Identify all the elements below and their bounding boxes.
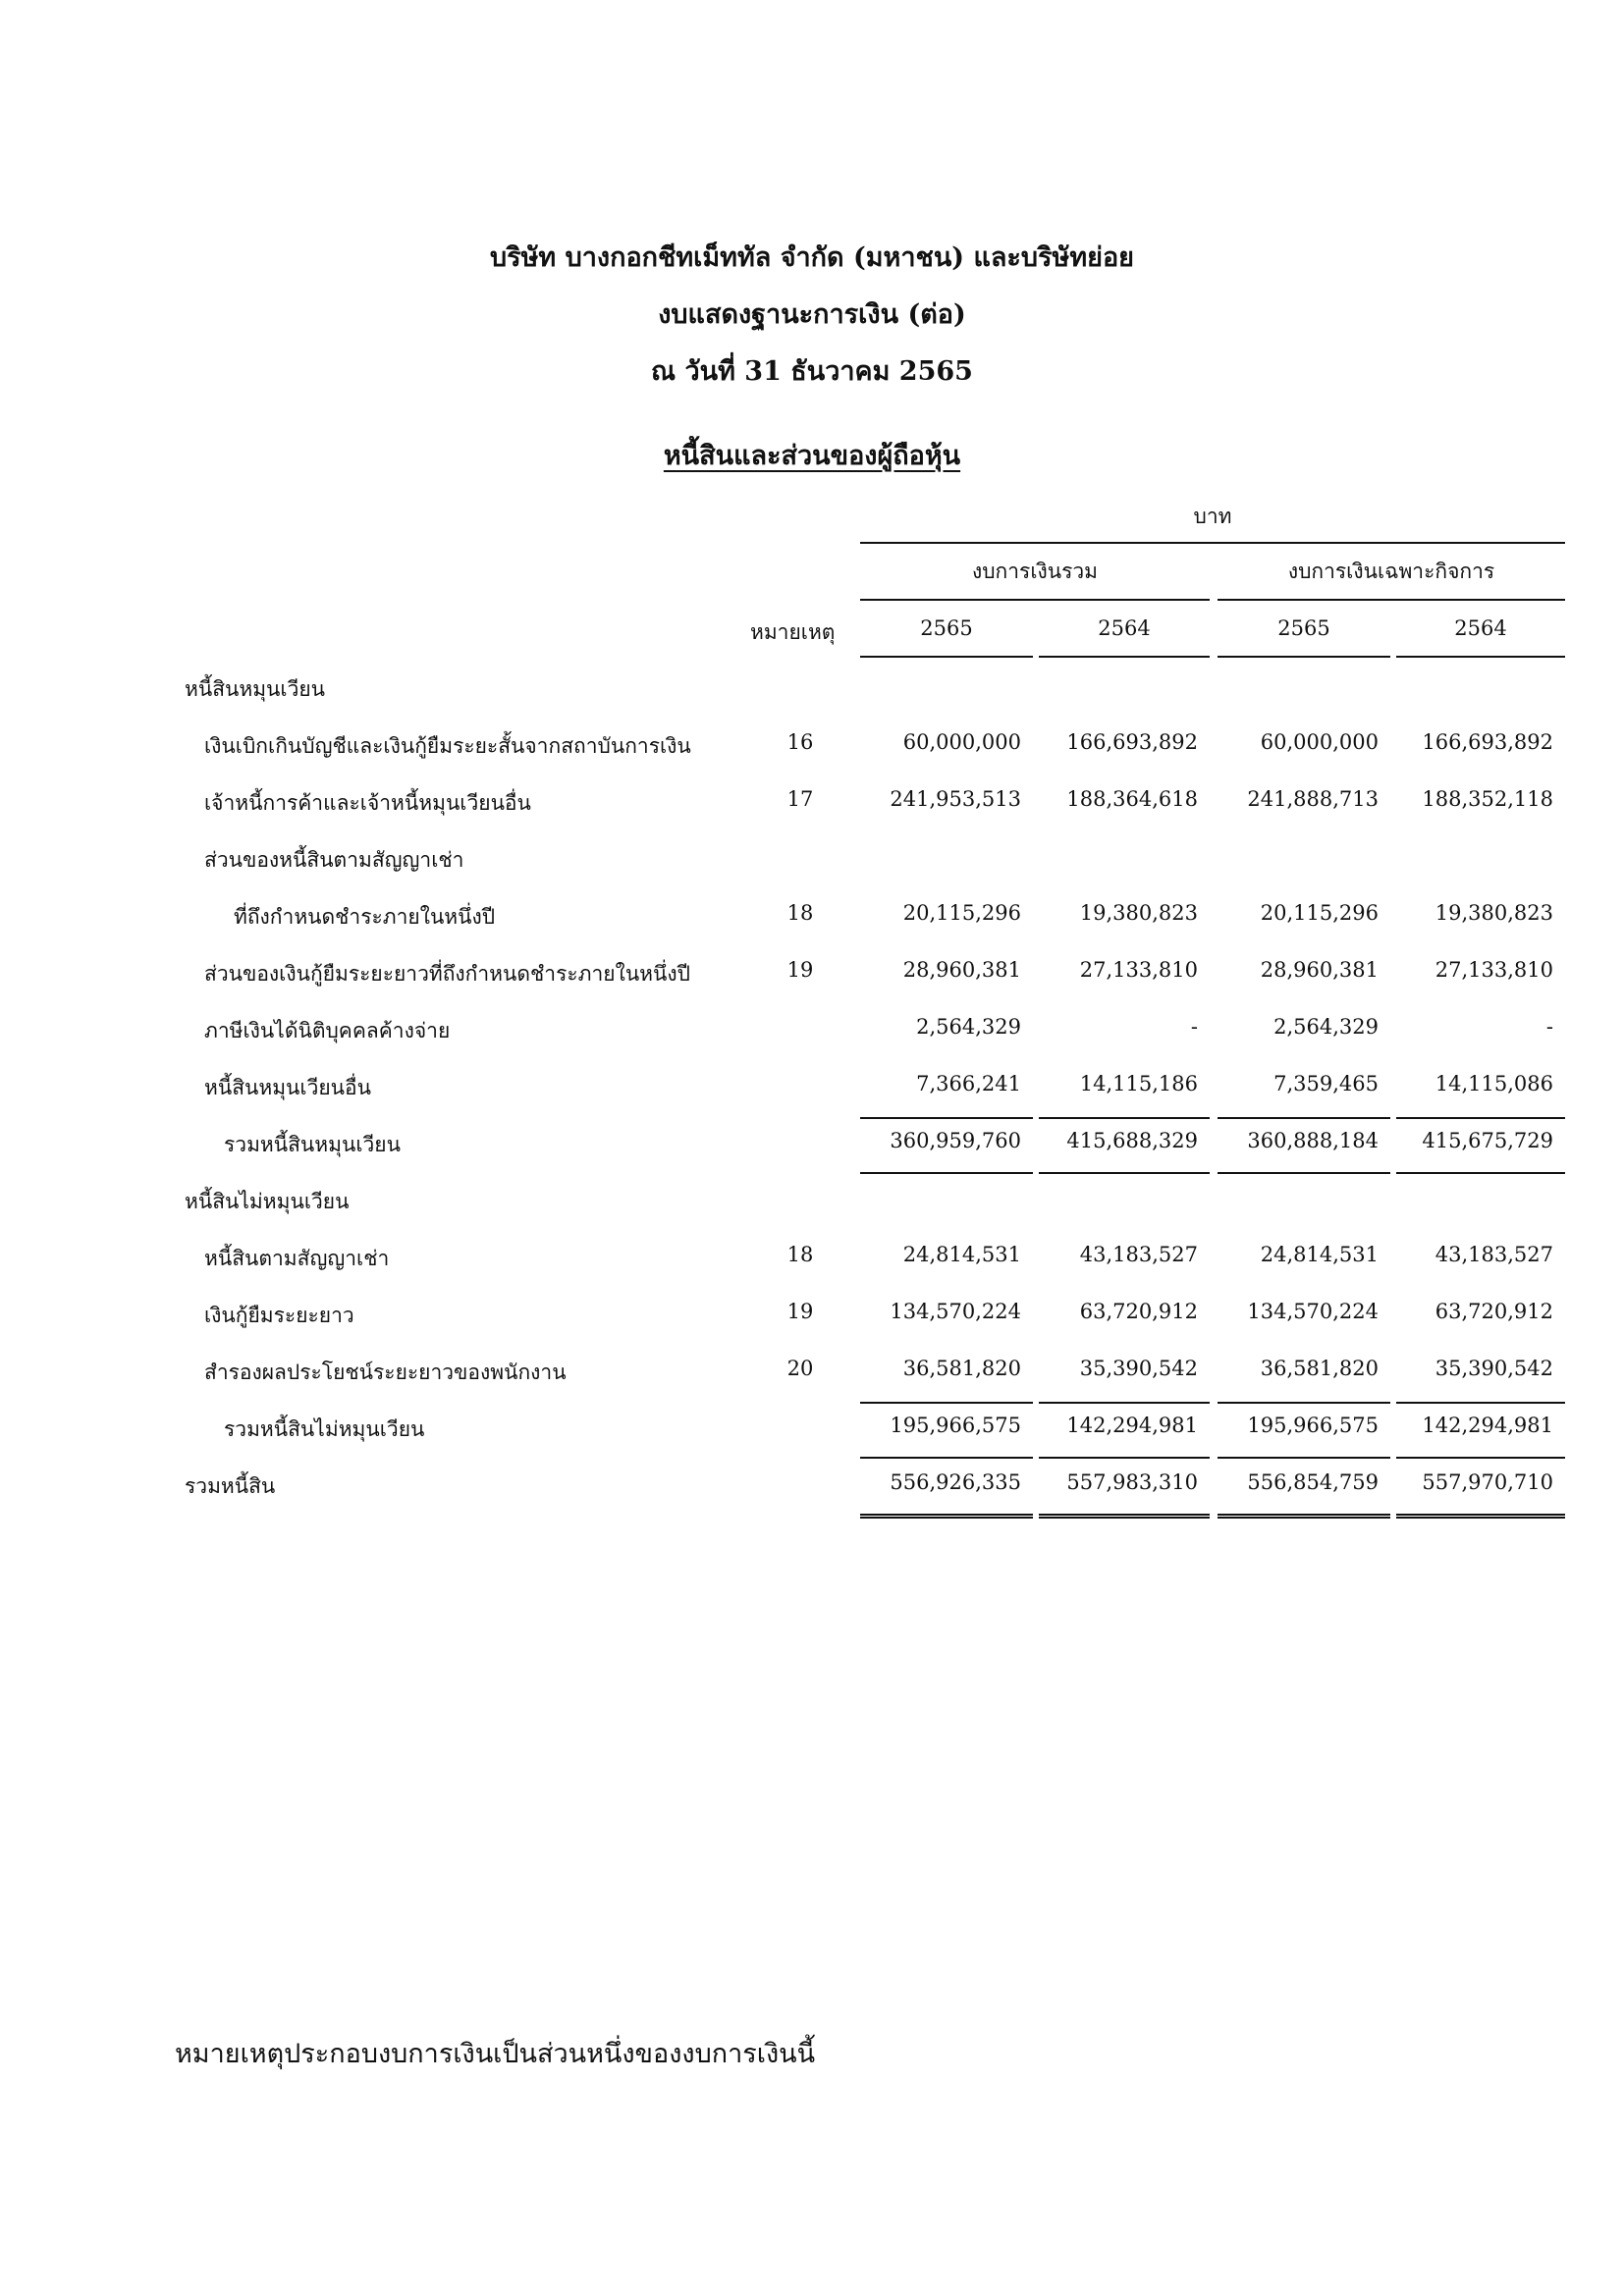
rule-before-total-non-current-3: [1218, 1402, 1390, 1404]
rule-year-2: [1039, 656, 1210, 658]
row-label: เจ้าหนี้การค้าและเจ้าหนี้หมุนเวียนอื่น: [204, 791, 531, 815]
row-value-3: 60,000,000: [1260, 730, 1379, 754]
row-value-4: 188,352,118: [1422, 787, 1553, 811]
year-header-2: 2564: [1098, 616, 1151, 640]
rule-group-consolidated: [860, 599, 1210, 601]
row-label: หนี้สินไม่หมุนเวียน: [185, 1190, 350, 1213]
rule-year-4: [1396, 656, 1565, 658]
row-label: ส่วนของเงินกู้ยืมระยะยาวที่ถึงกำหนดชำระภายในหนึ่งปี: [204, 962, 690, 986]
year-header-4: 2564: [1454, 616, 1507, 640]
row-value-4: 27,133,810: [1435, 958, 1553, 982]
row-value-2: 557,983,310: [1066, 1470, 1198, 1494]
row-note: 18: [786, 901, 814, 925]
row-value-3: 241,888,713: [1247, 787, 1379, 811]
row-value-3: 28,960,381: [1260, 958, 1379, 982]
year-header-3: 2565: [1277, 616, 1330, 640]
rule-after-total-current-1: [860, 1172, 1033, 1174]
row-value-2: 43,183,527: [1079, 1243, 1198, 1266]
row-value-2: 142,294,981: [1066, 1414, 1198, 1437]
row-label: ภาษีเงินได้นิติบุคคลค้างจ่าย: [204, 1019, 451, 1042]
rule-after-total-non-current-4: [1396, 1457, 1565, 1459]
row-value-3: 360,888,184: [1247, 1129, 1379, 1152]
row-label: ที่ถึงกำหนดชำระภายในหนึ่งปี: [234, 905, 496, 929]
row-value-3: 7,359,465: [1273, 1072, 1379, 1095]
rule-total-liabilities-3: [1218, 1514, 1390, 1519]
rule-group-separate: [1218, 599, 1565, 601]
row-note: 19: [786, 1300, 814, 1323]
row-value-1: 28,960,381: [902, 958, 1021, 982]
row-value-3: 195,966,575: [1247, 1414, 1379, 1437]
rule-currency: [860, 542, 1565, 544]
row-value-4: 43,183,527: [1435, 1243, 1553, 1266]
rule-before-total-current-1: [860, 1117, 1033, 1119]
section-title: หนี้สินและส่วนของผู้ถือหุ้น: [663, 441, 961, 471]
row-value-3: 2,564,329: [1273, 1015, 1379, 1039]
group-separate-label: งบการเงินเฉพาะกิจการ: [1287, 560, 1495, 583]
row-note: 20: [786, 1357, 814, 1380]
row-value-2: 14,115,186: [1079, 1072, 1198, 1095]
rule-before-total-non-current-4: [1396, 1402, 1565, 1404]
group-consolidated-label: งบการเงินรวม: [971, 560, 1099, 583]
row-value-4: 35,390,542: [1435, 1357, 1553, 1380]
rule-before-total-current-3: [1218, 1117, 1390, 1119]
row-value-3: 20,115,296: [1260, 901, 1379, 925]
row-value-3: 24,814,531: [1260, 1243, 1379, 1266]
rule-total-liabilities-1: [860, 1514, 1033, 1519]
statement-title: งบแสดงฐานะการเงิน (ต่อ): [658, 299, 966, 330]
row-value-4: 415,675,729: [1422, 1129, 1553, 1152]
row-note: 16: [786, 730, 814, 754]
year-header-1: 2565: [920, 616, 973, 640]
row-value-1: 134,570,224: [890, 1300, 1021, 1323]
row-value-4: 557,970,710: [1422, 1470, 1553, 1494]
row-note: 17: [786, 787, 814, 811]
row-value-4: -: [1545, 1015, 1553, 1039]
row-value-1: 556,926,335: [890, 1470, 1021, 1494]
row-value-3: 36,581,820: [1260, 1357, 1379, 1380]
row-value-4: 142,294,981: [1422, 1414, 1553, 1437]
row-value-2: -: [1190, 1015, 1198, 1039]
row-value-2: 27,133,810: [1079, 958, 1198, 982]
row-value-2: 63,720,912: [1079, 1300, 1198, 1323]
footer-note: หมายเหตุประกอบงบการเงินเป็นส่วนหนึ่งของงบการเงินนี้: [175, 2039, 816, 2069]
row-label: หนี้สินหมุนเวียน: [185, 677, 326, 701]
rule-before-total-current-4: [1396, 1117, 1565, 1119]
rule-after-total-current-4: [1396, 1172, 1565, 1174]
row-label: เงินเบิกเกินบัญชีและเงินกู้ยืมระยะสั้นจากสถาบันการเงิน: [204, 734, 691, 758]
rule-after-total-non-current-1: [860, 1457, 1033, 1459]
row-value-1: 241,953,513: [890, 787, 1021, 811]
currency-label: บาท: [1193, 505, 1232, 528]
row-value-4: 14,115,086: [1435, 1072, 1553, 1095]
row-value-2: 166,693,892: [1066, 730, 1198, 754]
statement-date: ณ วันที่ 31 ธันวาคม 2565: [651, 356, 973, 387]
row-note: 18: [786, 1243, 814, 1266]
rule-before-total-non-current-1: [860, 1402, 1033, 1404]
row-value-3: 556,854,759: [1247, 1470, 1379, 1494]
row-value-2: 415,688,329: [1066, 1129, 1198, 1152]
rule-before-total-non-current-2: [1039, 1402, 1210, 1404]
row-label: ส่วนของหนี้สินตามสัญญาเช่า: [204, 848, 464, 872]
row-label: หนี้สินตามสัญญาเช่า: [204, 1247, 390, 1270]
note-column-header: หมายเหตุ: [750, 620, 836, 644]
row-value-1: 36,581,820: [902, 1357, 1021, 1380]
row-value-4: 166,693,892: [1422, 730, 1553, 754]
row-value-1: 195,966,575: [890, 1414, 1021, 1437]
row-value-2: 35,390,542: [1079, 1357, 1198, 1380]
row-note: 19: [786, 958, 814, 982]
rule-year-3: [1218, 656, 1390, 658]
row-value-1: 2,564,329: [916, 1015, 1021, 1039]
row-label: รวมหนี้สินหมุนเวียน: [224, 1133, 401, 1156]
row-label: สำรองผลประโยชน์ระยะยาวของพนักงาน: [204, 1361, 567, 1384]
row-value-1: 24,814,531: [902, 1243, 1021, 1266]
row-value-4: 63,720,912: [1435, 1300, 1553, 1323]
rule-total-liabilities-2: [1039, 1514, 1210, 1519]
rule-before-total-current-2: [1039, 1117, 1210, 1119]
row-value-1: 60,000,000: [902, 730, 1021, 754]
row-value-2: 188,364,618: [1066, 787, 1198, 811]
rule-total-liabilities-4: [1396, 1514, 1565, 1519]
row-value-3: 134,570,224: [1247, 1300, 1379, 1323]
row-value-4: 19,380,823: [1435, 901, 1553, 925]
rule-after-total-non-current-2: [1039, 1457, 1210, 1459]
company-name: บริษัท บางกอกชีทเม็ททัล จำกัด (มหาชน) และบริษัทย่อย: [489, 242, 1134, 273]
row-value-1: 360,959,760: [890, 1129, 1021, 1152]
row-value-2: 19,380,823: [1079, 901, 1198, 925]
row-label: รวมหนี้สินไม่หมุนเวียน: [224, 1417, 425, 1441]
row-label: เงินกู้ยืมระยะยาว: [204, 1304, 354, 1327]
rule-after-total-non-current-3: [1218, 1457, 1390, 1459]
row-value-1: 7,366,241: [916, 1072, 1021, 1095]
rule-year-1: [860, 656, 1033, 658]
rule-after-total-current-2: [1039, 1172, 1210, 1174]
row-label: หนี้สินหมุนเวียนอื่น: [204, 1076, 372, 1099]
row-label: รวมหนี้สิน: [185, 1474, 276, 1498]
row-value-1: 20,115,296: [902, 901, 1021, 925]
rule-after-total-current-3: [1218, 1172, 1390, 1174]
